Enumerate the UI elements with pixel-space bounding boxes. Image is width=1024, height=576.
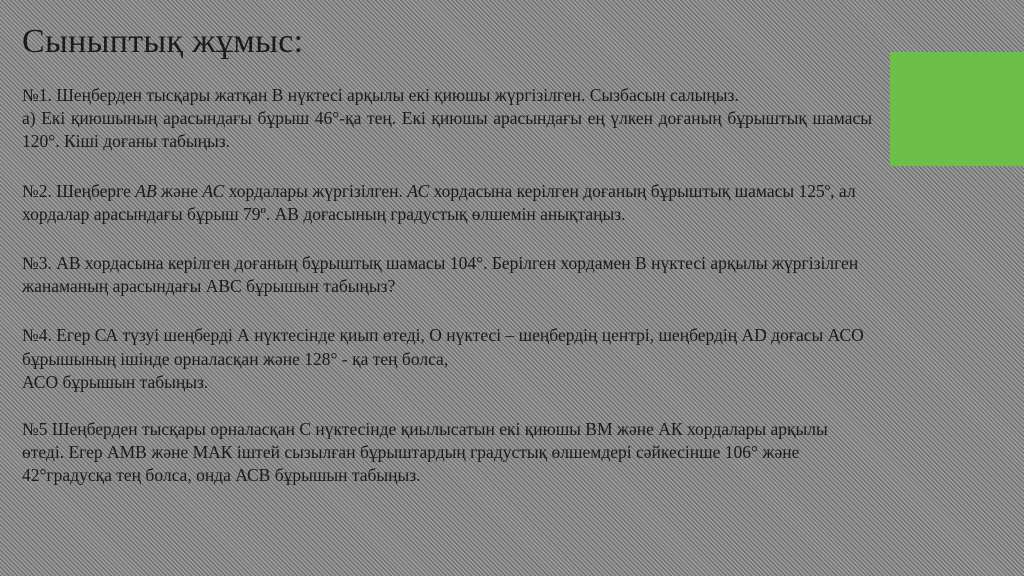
task-2-part-2: және <box>156 180 203 201</box>
task-4-question: АСО бұрышын табыңыз. <box>22 371 209 392</box>
task-5 <box>22 418 872 488</box>
task-3-text: №3. АВ хордасына керілген доғаның бұрыштық шамасы 104°. Берілген хордамен В нүктесі арқылы жүргізілген жанаманың арасындағы АВС бұрышын табыңыз? <box>22 253 859 297</box>
green-accent-rectangle <box>890 52 1024 166</box>
chord-ac-label-2: АС <box>407 180 430 201</box>
task-4-text: №4. Егер СА түзуі шеңберді А нүктесінде қиып өтеді, О нүктесі – шеңбердің центрі, шеңбердің АD доғасы АСО бұрышының ішінде орналасқан және 128° - қа тең болса, <box>22 325 864 369</box>
slide-body <box>22 84 872 512</box>
chord-ab-label: АВ <box>135 180 157 201</box>
task-1-part-a: а) Екі қиюшының арасындағы бұрыш 46°-қа тең. Екі қиюшы арасындағы ең үлкен доғаның бұрыштық шамасы 120°. Кіші доғаны табыңыз. <box>22 108 872 152</box>
task-2-part-1: №2. Шеңберге <box>22 180 136 201</box>
chord-ac-label: АС <box>202 180 225 201</box>
task-2-part-3: хордалары жүргізілген. <box>224 180 408 201</box>
task-4 <box>22 324 872 394</box>
task-1-statement: №1. Шеңберден тысқары жатқан В нүктесі арқылы екі қиюшы жүргізілген. Сызбасын салыңыз. <box>22 85 739 105</box>
task-2-part-4: хордасына керілген доғаның бұрыштық шамасы 125º, ал хордалар арасындағы бұрыш 79º. АВ доғасының градустық өлшемін анықтаңыз. <box>22 180 856 224</box>
task-2 <box>22 180 872 226</box>
task-3 <box>22 252 872 298</box>
task-1 <box>22 84 872 154</box>
task-2-text <box>22 180 872 226</box>
task-5-text: №5 Шеңберден тысқары орналасқан С нүктесінде қиылысатын екі қиюшы ВМ және АК хордалары арқылы өтеді. Егер АМВ және МАК іштей сызылған бұрыштардың градустық өлшемдері сәйкесінше 106° және 42°градусқа тең болса, онда АСВ бұрышын табыңыз. <box>22 419 828 486</box>
slide-title: Сыныптық жұмыс: <box>22 23 304 60</box>
